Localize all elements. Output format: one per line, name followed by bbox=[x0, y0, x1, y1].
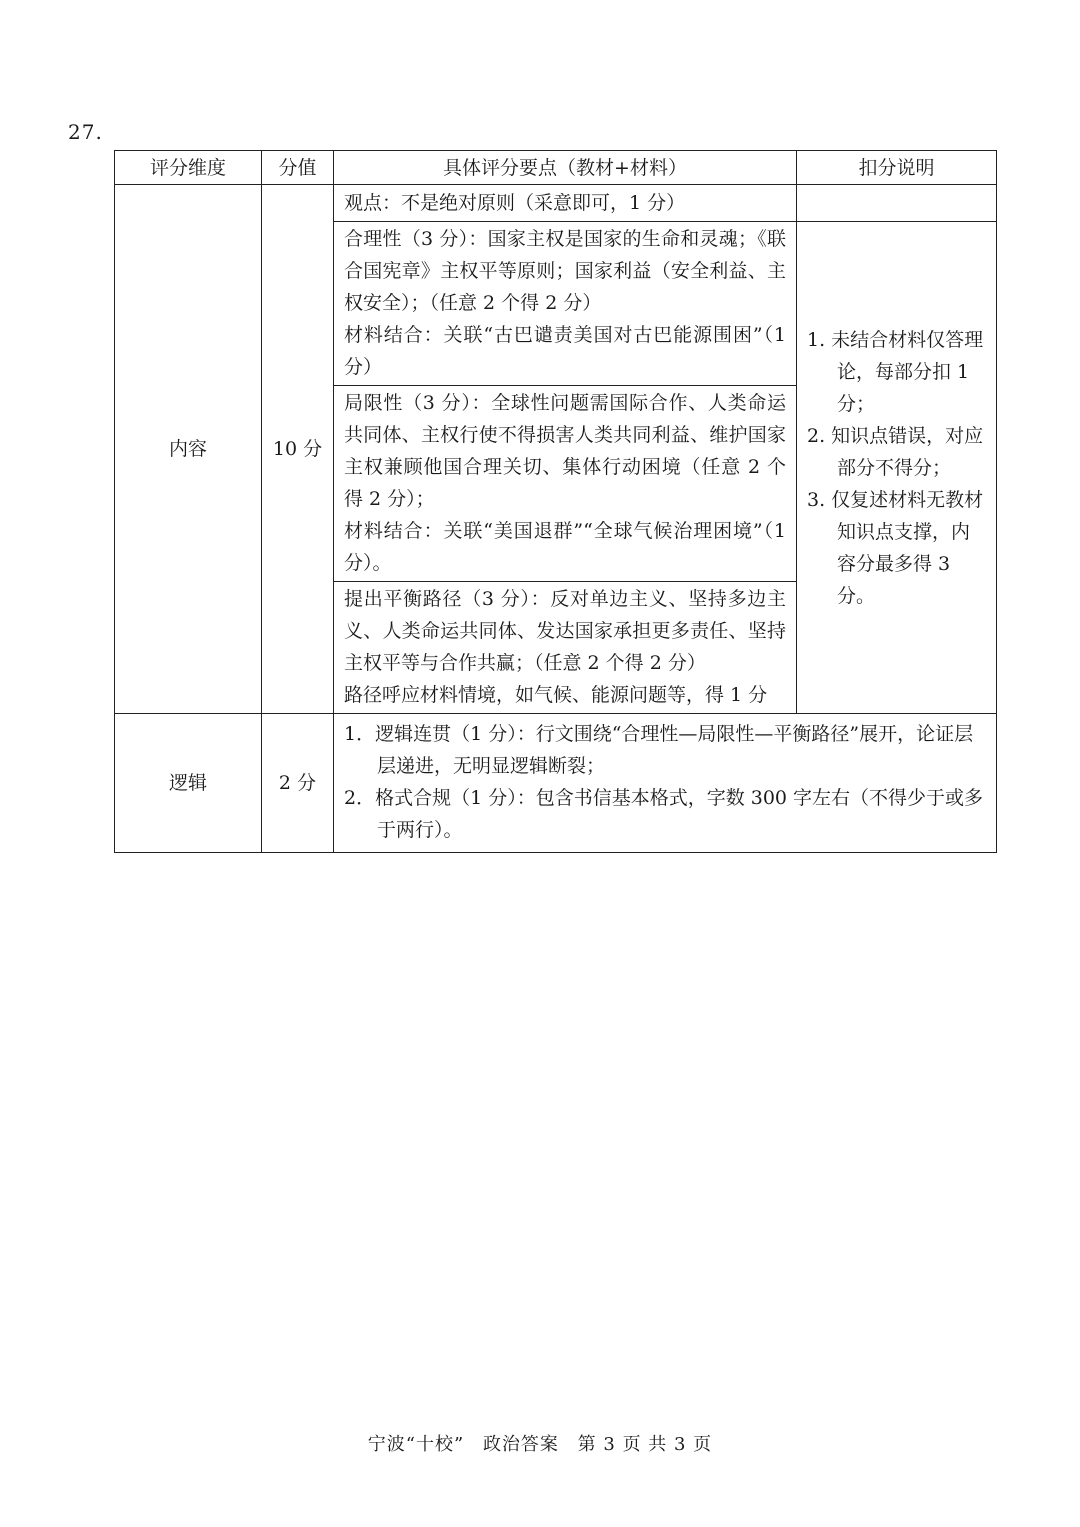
logic-points bbox=[334, 714, 997, 853]
balance-path-material: 路径呼应材料情境，如气候、能源问题等，得 1 分 bbox=[344, 684, 768, 706]
limitation-point bbox=[334, 386, 797, 582]
table-header-row bbox=[115, 151, 997, 185]
content-dimension: 内容 bbox=[115, 185, 262, 714]
limitation-material: 材料结合：关联“美国退群”“全球气候治理困境”（1 分）。 bbox=[344, 520, 786, 574]
balance-path-text: 提出平衡路径（3 分）：反对单边主义、坚持多边主义、人类命运共同体、发达国家承担更多责任、坚持主权平等与合作共赢；（任意 2 个得 2 分） bbox=[344, 588, 786, 674]
logic-item: 1．逻辑连贯（1 分）：行文围绕“合理性—局限性—平衡路径”展开，论证层层递进，无明显逻辑断裂； bbox=[344, 723, 974, 777]
table-row bbox=[115, 185, 997, 222]
deduction-item: 2. 知识点错误，对应部分不得分； bbox=[807, 424, 984, 479]
rationality-material: 材料结合：关联“古巴谴责美国对古巴能源围困”（1 分） bbox=[344, 324, 786, 378]
rationality-text: 合理性（3 分）：国家主权是国家的生命和灵魂；《联合国宪章》主权平等原则；国家利益（安全利益、主权安全）；（任意 2 个得 2 分） bbox=[344, 228, 786, 314]
logic-score: 2 分 bbox=[262, 714, 334, 853]
header-dimension: 评分维度 bbox=[115, 151, 262, 185]
balance-path-point bbox=[334, 582, 797, 714]
footer-school: 宁波“十校” bbox=[367, 1434, 465, 1455]
scoring-rubric-table bbox=[114, 150, 997, 853]
logic-list bbox=[344, 718, 988, 846]
rationality-point bbox=[334, 222, 797, 386]
header-deduction-notes: 扣分说明 bbox=[797, 151, 997, 185]
table-row bbox=[115, 714, 997, 853]
footer-page-info: 第 3 页 共 3 页 bbox=[577, 1434, 713, 1455]
header-scoring-points: 具体评分要点（教材+材料） bbox=[334, 151, 797, 185]
header-score: 分值 bbox=[262, 151, 334, 185]
footer-subject: 政治答案 bbox=[482, 1434, 559, 1455]
viewpoint-point: 观点：不是绝对原则（采意即可，1 分） bbox=[334, 185, 797, 222]
deduction-item: 3. 仅复述材料无教材知识点支撑，内容分最多得 3 分。 bbox=[807, 488, 984, 607]
deduction-item: 1. 未结合材料仅答理论，每部分扣 1 分； bbox=[807, 328, 984, 415]
deduction-list bbox=[807, 324, 988, 612]
deduction-notes bbox=[797, 222, 997, 714]
logic-item: 2．格式合规（1 分）：包含书信基本格式，字数 300 字左右（不得少于或多于两行）。 bbox=[344, 787, 984, 841]
page-footer bbox=[0, 1430, 1080, 1456]
content-score: 10 分 bbox=[262, 185, 334, 714]
question-number: 27. bbox=[68, 120, 103, 144]
logic-dimension: 逻辑 bbox=[115, 714, 262, 853]
viewpoint-deduction-empty bbox=[797, 185, 997, 222]
limitation-text: 局限性（3 分）：全球性问题需国际合作、人类命运共同体、主权行使不得损害人类共同利益、维护国家主权兼顾他国合理关切、集体行动困境（任意 2 个得 2 分）； bbox=[344, 392, 786, 510]
